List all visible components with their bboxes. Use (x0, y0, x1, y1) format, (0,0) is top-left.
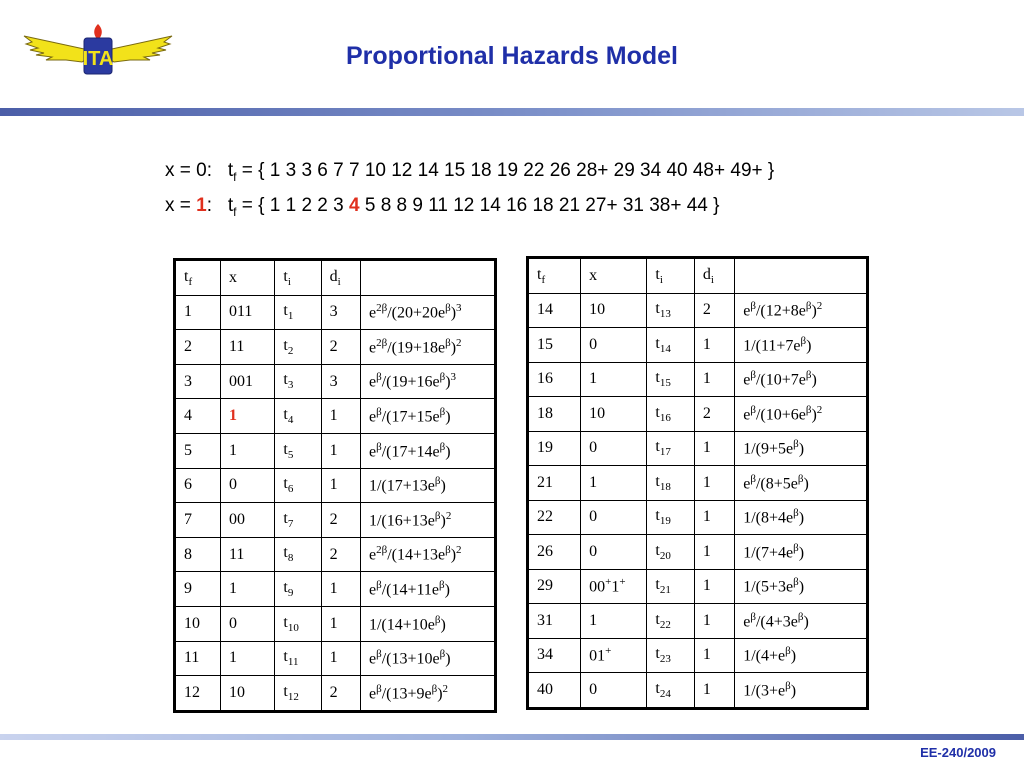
cell-x: 00 (220, 503, 274, 538)
cell-ti: $t_{13}$ (647, 293, 694, 328)
cell-ti: $t_{21}$ (647, 569, 694, 604)
cell-tf: 10 (175, 606, 221, 641)
cell-tf: 4 (175, 399, 221, 434)
line-x1 (165, 195, 720, 219)
cell-tf: 2 (175, 330, 221, 365)
line-x0-values: = { 1 3 3 6 7 7 10 12 14 15 18 19 22 26 28+ 29 34 40 48+ 49+ } (241, 160, 775, 181)
left-table-header-tf: $t_f$ (175, 260, 221, 296)
cell-x: 0 (581, 673, 647, 709)
cell-x: 01+ (581, 638, 647, 673)
cell-tf: 3 (175, 364, 221, 399)
table-row (175, 468, 496, 503)
footer-course-code: EE-240/2009 (920, 745, 996, 760)
cell-x: 0 (220, 606, 274, 641)
cell-di: 1 (694, 569, 734, 604)
cell-ti: $t_6$ (275, 468, 321, 503)
cell-di: 2 (321, 676, 360, 712)
cell-x: 0 (581, 500, 647, 535)
cell-ti: $t_{10}$ (275, 606, 321, 641)
header-divider-bar (0, 108, 1024, 116)
cell-di: 2 (321, 503, 360, 538)
cell-di: 1 (321, 606, 360, 641)
right-table-header-row (528, 258, 868, 294)
right-table-header-expr (735, 258, 868, 294)
cell-expression: $1/(4+e^\beta)$ (735, 638, 868, 673)
line-x0 (165, 160, 774, 184)
cell-di: 1 (321, 641, 360, 676)
cell-expression: $e^\beta/(10+7e^\beta)$ (735, 362, 868, 397)
right-table-header-ti: $t_i$ (647, 258, 694, 294)
table-row (175, 676, 496, 712)
cell-x: 10 (220, 676, 274, 712)
cell-expression: $e^\beta/(17+14e^\beta)$ (360, 433, 495, 468)
cell-expression: $e^\beta/(8+5e^\beta)$ (735, 466, 868, 501)
left-table-header-row (175, 260, 496, 296)
table-row (528, 362, 868, 397)
cell-tf: 12 (175, 676, 221, 712)
table-row (528, 604, 868, 639)
cell-di: 1 (694, 500, 734, 535)
cell-ti: $t_{12}$ (275, 676, 321, 712)
cell-x: 1 (581, 362, 647, 397)
table-row (175, 503, 496, 538)
table-row (175, 295, 496, 330)
cell-x: 0 (581, 431, 647, 466)
table-row (175, 537, 496, 572)
cell-x: 11 (220, 330, 274, 365)
table-row (175, 364, 496, 399)
left-table-header-x: x (220, 260, 274, 296)
cell-di: 1 (694, 673, 734, 709)
cell-expression: $1/(11+7e^\beta)$ (735, 328, 868, 363)
cell-ti: $t_{15}$ (647, 362, 694, 397)
table-row (528, 535, 868, 570)
cell-tf: 8 (175, 537, 221, 572)
cell-tf: 18 (528, 397, 581, 432)
cell-tf: 34 (528, 638, 581, 673)
cell-tf: 5 (175, 433, 221, 468)
cell-di: 1 (694, 466, 734, 501)
cell-expression: $e^\beta/(4+3e^\beta)$ (735, 604, 868, 639)
table-row (175, 330, 496, 365)
table-row (175, 433, 496, 468)
cell-ti: $t_{20}$ (647, 535, 694, 570)
cell-ti: $t_{14}$ (647, 328, 694, 363)
cell-tf: 22 (528, 500, 581, 535)
table-row (528, 466, 868, 501)
table-row (175, 641, 496, 676)
cell-expression: $e^{2\beta}/(14+13e^\beta)^2$ (360, 537, 495, 572)
footer-divider-bar (0, 734, 1024, 740)
line-x0-t-sub: f (233, 169, 237, 184)
cell-expression: $e^\beta/(12+8e^\beta)^2$ (735, 293, 868, 328)
cell-expression: $e^\beta/(19+16e^\beta)^3$ (360, 364, 495, 399)
table-row (175, 399, 496, 434)
cell-di: 1 (321, 433, 360, 468)
cell-ti: $t_3$ (275, 364, 321, 399)
left-data-table (173, 258, 497, 713)
cell-expression: $e^\beta/(13+9e^\beta)^2$ (360, 676, 495, 712)
cell-di: 1 (694, 638, 734, 673)
line-x1-t: t (227, 195, 234, 216)
cell-tf: 19 (528, 431, 581, 466)
cell-tf: 26 (528, 535, 581, 570)
cell-di: 2 (321, 330, 360, 365)
right-table-header-di: $d_i$ (694, 258, 734, 294)
cell-ti: $t_{18}$ (647, 466, 694, 501)
cell-expression: $1/(16+13e^\beta)^2$ (360, 503, 495, 538)
cell-x: 1 (581, 604, 647, 639)
line-x1-label-red: 1 (196, 195, 207, 216)
cell-di: 1 (321, 572, 360, 607)
right-table-header-x: x (581, 258, 647, 294)
cell-tf: 16 (528, 362, 581, 397)
cell-x: 001 (220, 364, 274, 399)
cell-ti: $t_{19}$ (647, 500, 694, 535)
cell-expression: $e^\beta/(14+11e^\beta)$ (360, 572, 495, 607)
cell-ti: $t_9$ (275, 572, 321, 607)
cell-x: 0 (220, 468, 274, 503)
cell-tf: 6 (175, 468, 221, 503)
cell-di: 1 (321, 399, 360, 434)
cell-di: 2 (694, 397, 734, 432)
cell-ti: $t_{24}$ (647, 673, 694, 709)
cell-expression: $1/(5+3e^\beta)$ (735, 569, 868, 604)
line-x0-label: x = 0: (165, 160, 212, 181)
cell-tf: 29 (528, 569, 581, 604)
table-row (175, 572, 496, 607)
table-row (528, 293, 868, 328)
cell-expression: $1/(3+e^\beta)$ (735, 673, 868, 709)
cell-x: 1 (220, 641, 274, 676)
table-row (528, 500, 868, 535)
cell-ti: $t_{22}$ (647, 604, 694, 639)
cell-expression: $1/(17+13e^\beta)$ (360, 468, 495, 503)
cell-x: 0 (581, 535, 647, 570)
cell-x: 10 (581, 397, 647, 432)
table-row (528, 673, 868, 709)
line-x0-t: t (227, 160, 234, 181)
cell-x: 00+1+ (581, 569, 647, 604)
cell-tf: 7 (175, 503, 221, 538)
logo-text: ITA (82, 48, 114, 70)
cell-expression: $1/(14+10e^\beta)$ (360, 606, 495, 641)
table-row (528, 397, 868, 432)
cell-x: 1 (220, 433, 274, 468)
cell-tf: 11 (175, 641, 221, 676)
cell-ti: $t_4$ (275, 399, 321, 434)
cell-di: 1 (694, 328, 734, 363)
cell-expression: $1/(8+4e^\beta)$ (735, 500, 868, 535)
cell-x: 1 (581, 466, 647, 501)
cell-tf: 1 (175, 295, 221, 330)
line-x1-label-b: : (206, 195, 213, 216)
cell-ti: $t_2$ (275, 330, 321, 365)
table-row (528, 638, 868, 673)
cell-tf: 31 (528, 604, 581, 639)
cell-ti: $t_1$ (275, 295, 321, 330)
cell-tf: 40 (528, 673, 581, 709)
cell-x: 011 (220, 295, 274, 330)
cell-expression: $e^{2\beta}/(19+18e^\beta)^2$ (360, 330, 495, 365)
cell-ti: $t_{23}$ (647, 638, 694, 673)
left-table-header-expr (360, 260, 495, 296)
table-row (528, 431, 868, 466)
right-data-table (526, 256, 869, 710)
cell-tf: 21 (528, 466, 581, 501)
cell-expression: $1/(7+4e^\beta)$ (735, 535, 868, 570)
cell-di: 1 (694, 535, 734, 570)
left-table-header-di: $d_i$ (321, 260, 360, 296)
cell-expression: $e^{2\beta}/(20+20e^\beta)^3$ (360, 295, 495, 330)
cell-di: 1 (321, 468, 360, 503)
line-x1-values-b: 5 8 8 9 11 12 14 16 18 21 27+ 31 38+ 44 } (359, 195, 720, 216)
cell-ti: $t_7$ (275, 503, 321, 538)
cell-ti: $t_5$ (275, 433, 321, 468)
cell-di: 1 (694, 362, 734, 397)
line-x1-label-a: x = (165, 195, 197, 216)
cell-tf: 15 (528, 328, 581, 363)
cell-expression: $e^\beta/(10+6e^\beta)^2$ (735, 397, 868, 432)
cell-x: 0 (581, 328, 647, 363)
cell-expression: $e^\beta/(17+15e^\beta)$ (360, 399, 495, 434)
line-x1-values-red: 4 (349, 195, 360, 216)
cell-expression: $1/(9+5e^\beta)$ (735, 431, 868, 466)
cell-x: 10 (581, 293, 647, 328)
cell-di: 3 (321, 295, 360, 330)
cell-x: 1 (220, 572, 274, 607)
cell-expression: $e^\beta/(13+10e^\beta)$ (360, 641, 495, 676)
cell-ti: $t_8$ (275, 537, 321, 572)
cell-di: 2 (321, 537, 360, 572)
cell-ti: $t_{17}$ (647, 431, 694, 466)
line-x1-values-a: = { 1 1 2 2 3 (241, 195, 349, 216)
page-title: Proportional Hazards Model (346, 42, 678, 70)
right-table-header-tf: $t_f$ (528, 258, 581, 294)
cell-di: 2 (694, 293, 734, 328)
cell-tf: 9 (175, 572, 221, 607)
cell-ti: $t_{16}$ (647, 397, 694, 432)
cell-x: 1 (220, 399, 274, 434)
table-row (528, 328, 868, 363)
cell-x: 11 (220, 537, 274, 572)
cell-tf: 14 (528, 293, 581, 328)
table-row (528, 569, 868, 604)
line-x1-t-sub: f (233, 204, 237, 219)
left-table-header-ti: $t_i$ (275, 260, 321, 296)
cell-ti: $t_{11}$ (275, 641, 321, 676)
cell-di: 1 (694, 431, 734, 466)
table-row (175, 606, 496, 641)
cell-di: 1 (694, 604, 734, 639)
cell-di: 3 (321, 364, 360, 399)
